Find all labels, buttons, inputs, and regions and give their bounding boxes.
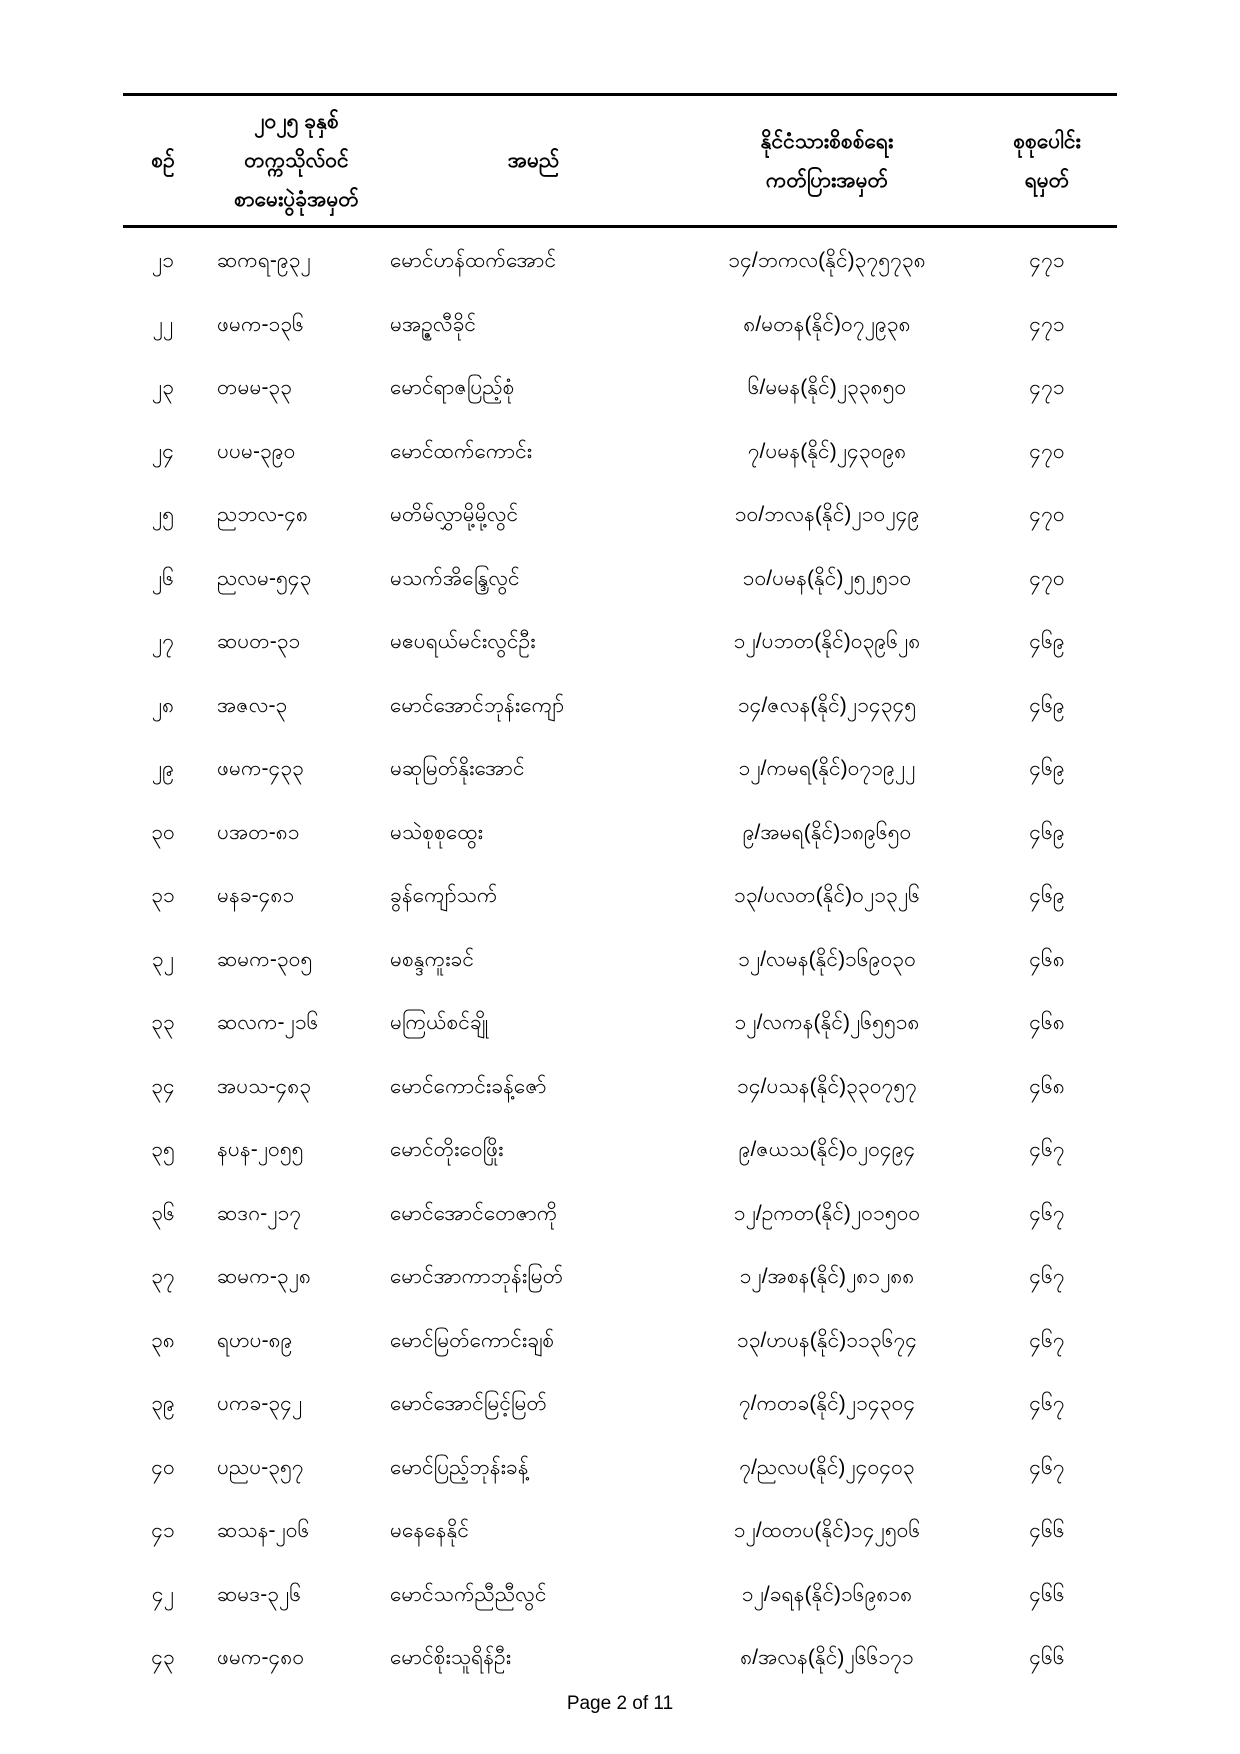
cell-roll: ဆလက-၂၁၆ bbox=[217, 1011, 319, 1034]
cell-name: မောင်ဟန်ထက်အောင် bbox=[390, 249, 557, 272]
cell-serial: ၃၉ bbox=[151, 1392, 175, 1415]
table-row bbox=[123, 801, 1117, 865]
cell-roll: ဆမက-၃၀၅ bbox=[217, 947, 313, 971]
cell-roll: ပအတ-၈၁ bbox=[217, 820, 300, 844]
cell-nrc: ၁၂/ထတပ(နိုင်)၁၄၂၅၀၆ bbox=[733, 1519, 921, 1542]
cell-serial: ၄၀ bbox=[151, 1455, 175, 1479]
cell-serial: ၃၃ bbox=[151, 1011, 175, 1034]
cell-roll: ဆကရ-၉၃၂ bbox=[217, 249, 311, 272]
cell-nrc: ၁၄/ပသန(နိုင်)၃၃၀၇၅၇ bbox=[737, 1074, 917, 1098]
table-row bbox=[123, 737, 1117, 801]
cell-nrc: ၁၂/လမန(နိုင်)၁၆၉၀၃၀ bbox=[738, 947, 916, 971]
cell-serial: ၃၄ bbox=[151, 1074, 175, 1098]
cell-roll: ပကခ-၃၄၂ bbox=[217, 1392, 303, 1415]
cell-roll: အပသ-၄၈၃ bbox=[217, 1074, 312, 1098]
header-nrc-line-1: နိုင်ငံသားစိစစ်ရေး bbox=[760, 129, 894, 153]
table-row bbox=[123, 356, 1117, 420]
cell-score: ၄၆၉ bbox=[1029, 757, 1065, 780]
cell-nrc: ၁၄/ဘကလ(နိုင်)၃၇၅၇၃၈ bbox=[728, 249, 926, 272]
cell-nrc: ၁၂/ကမရ(နိုင်)၀၇၁၉၂၂ bbox=[738, 757, 916, 780]
table-row bbox=[123, 1182, 1117, 1246]
cell-score: ၄၆၉ bbox=[1029, 820, 1065, 844]
cell-serial: ၂၈ bbox=[151, 693, 175, 717]
cell-roll: မနခ-၄၈၁ bbox=[217, 884, 295, 907]
cell-serial: ၄၁ bbox=[151, 1519, 175, 1542]
cell-roll: ပပမ-၃၉၀ bbox=[217, 439, 296, 463]
table-row bbox=[123, 991, 1117, 1055]
cell-name: မအဉ္ဇလီခိုင် bbox=[390, 312, 477, 336]
cell-nrc: ၁၀/ပမန(နိုင်)၂၅၂၅၁၀ bbox=[742, 566, 912, 590]
cell-roll: နပန-၂၀၅၅ bbox=[217, 1138, 304, 1161]
header-serial-label: စဉ် bbox=[151, 149, 175, 172]
cell-nrc: ၁၃/ဟပန(နိုင်)၁၁၃၆၇၄ bbox=[736, 1328, 918, 1352]
table-row bbox=[123, 928, 1117, 992]
header-roll-number bbox=[203, 102, 390, 219]
cell-roll: ရဟပ-၈၉ bbox=[217, 1328, 293, 1352]
cell-name: မစန္ဒကူးခင် bbox=[390, 947, 474, 971]
header-total-marks bbox=[977, 122, 1117, 200]
cell-score: ၄၇၁ bbox=[1029, 376, 1065, 399]
results-table bbox=[123, 93, 1117, 1690]
header-name bbox=[390, 141, 677, 180]
cell-score: ၄၆၇ bbox=[1029, 1201, 1065, 1225]
cell-name: မဧပရယ်မင်းလွင်ဦး bbox=[390, 630, 536, 653]
cell-score: ၄၆၇ bbox=[1029, 1265, 1065, 1288]
cell-serial: ၂၅ bbox=[151, 503, 175, 526]
cell-roll: ဆမဒ-၃၂၆ bbox=[217, 1582, 302, 1606]
cell-serial: ၂၂ bbox=[152, 312, 174, 336]
cell-score: ၄၆၇ bbox=[1029, 1455, 1065, 1479]
table-row bbox=[123, 1436, 1117, 1500]
table-header-row bbox=[123, 93, 1117, 228]
cell-roll: ဆမက-၃၂၈ bbox=[217, 1265, 311, 1288]
cell-name: မောင်အာကာဘုန်းမြတ် bbox=[390, 1265, 564, 1288]
cell-score: ၄၇၁ bbox=[1029, 249, 1065, 272]
cell-nrc: ၁၂/လကန(နိုင်)၂၆၅၅၁၈ bbox=[734, 1011, 920, 1034]
cell-score: ၄၆၉ bbox=[1029, 693, 1065, 717]
cell-nrc: ၁၄/ဇလန(နိုင်)၂၁၄၃၄၅ bbox=[737, 693, 917, 717]
header-total-line-1: စုစုပေါင်း bbox=[1013, 129, 1081, 153]
cell-score: ၄၆၉ bbox=[1029, 884, 1065, 907]
cell-serial: ၄၂ bbox=[151, 1582, 175, 1606]
header-roll-line-3: စာမေးပွဲခုံအမှတ် bbox=[234, 188, 359, 211]
cell-nrc: ၁၀/ဘလန(နိုင်)၂၁၀၂၄၉ bbox=[734, 503, 920, 526]
cell-roll: ပညပ-၃၅၇ bbox=[217, 1455, 304, 1479]
cell-name: မောင်မြတ်ကောင်းချစ် bbox=[390, 1328, 555, 1352]
cell-name: မနေနေနိုင် bbox=[390, 1519, 470, 1542]
cell-nrc: ၆/မမန(နိုင်)၂၃၃၈၅၀ bbox=[747, 376, 907, 399]
header-roll-line-1: ၂၀၂၅ ခုနှစ် bbox=[254, 110, 339, 133]
header-roll-line-2: တက္ကသိုလ်ဝင် bbox=[244, 149, 349, 172]
table-row bbox=[123, 1372, 1117, 1436]
cell-serial: ၂၉ bbox=[151, 757, 175, 780]
cell-nrc: ၁၂/ပဘတ(နိုင်)၀၃၉၆၂၈ bbox=[733, 630, 921, 653]
table-row bbox=[123, 229, 1117, 293]
cell-nrc: ၁၂/ဥကတ(နိုင်)၂၀၁၅၀၀ bbox=[733, 1201, 921, 1225]
cell-serial: ၃၆ bbox=[151, 1201, 175, 1225]
cell-score: ၄၆၇ bbox=[1029, 1138, 1065, 1161]
cell-nrc: ၇/ကတခ(နိုင်)၂၁၄၃၀၄ bbox=[738, 1392, 916, 1415]
cell-nrc: ၇/ညလပ(နိုင်)၂၄၀၄၀၃ bbox=[739, 1455, 915, 1479]
table-row bbox=[123, 1309, 1117, 1373]
cell-score: ၄၆၆ bbox=[1029, 1519, 1065, 1542]
cell-roll: ညဘလ-၄၈ bbox=[217, 503, 309, 526]
cell-serial: ၂၄ bbox=[151, 439, 175, 463]
cell-serial: ၂၁ bbox=[151, 249, 175, 272]
table-row bbox=[123, 1055, 1117, 1119]
table-row bbox=[123, 610, 1117, 674]
table-row bbox=[123, 293, 1117, 357]
cell-roll: ဆသန-၂၀၆ bbox=[217, 1519, 310, 1542]
table-row bbox=[123, 483, 1117, 547]
header-name-label: အမည် bbox=[507, 149, 560, 172]
table-row bbox=[123, 1499, 1117, 1563]
cell-name: မောင်သက်ညီညီလွင် bbox=[390, 1582, 547, 1606]
table-row bbox=[123, 1245, 1117, 1309]
cell-score: ၄၇၀ bbox=[1029, 439, 1065, 463]
cell-name: မောင်ရာဇပြည့်စုံ bbox=[390, 376, 515, 399]
header-serial bbox=[123, 141, 203, 180]
cell-score: ၄၇၁ bbox=[1029, 312, 1065, 336]
cell-score: ၄၇၀ bbox=[1029, 503, 1065, 526]
cell-nrc: ၁၃/ပလတ(နိုင်)၀၂၁၃၂၆ bbox=[734, 884, 920, 907]
cell-nrc: ၉/အမရ(နိုင်)၁၈၉၆၅၀ bbox=[742, 820, 912, 844]
cell-roll: ဖမက-၄၃၃ bbox=[217, 757, 304, 780]
cell-roll: အဇလ-၃ bbox=[217, 693, 288, 717]
cell-serial: ၃၅ bbox=[151, 1138, 175, 1161]
cell-serial: ၂၇ bbox=[151, 630, 175, 653]
cell-name: ခွန်ကျော်သက် bbox=[390, 884, 498, 907]
table-row bbox=[123, 1118, 1117, 1182]
table-row bbox=[123, 547, 1117, 611]
cell-score: ၄၆၈ bbox=[1029, 1074, 1065, 1098]
cell-score: ၄၆၆ bbox=[1029, 1582, 1065, 1606]
cell-serial: ၄၃ bbox=[151, 1646, 175, 1669]
header-nrc-line-2: ကတ်ပြားအမှတ် bbox=[765, 168, 889, 192]
cell-nrc: ၁၂/အစန(နိုင်)၂၈၁၂၈၈ bbox=[739, 1265, 915, 1288]
cell-roll: ညလမ-၅၄၃ bbox=[217, 566, 312, 590]
table-row bbox=[123, 674, 1117, 738]
cell-roll: ဆဒဂ-၂၁၇ bbox=[217, 1201, 302, 1225]
cell-serial: ၃၁ bbox=[151, 884, 175, 907]
cell-roll: ဆပတ-၃၁ bbox=[217, 630, 301, 653]
cell-roll: တမမ-၃၃ bbox=[217, 376, 293, 399]
cell-score: ၄၆၇ bbox=[1029, 1392, 1065, 1415]
page-number-footer: Page 2 of 11 bbox=[566, 1693, 674, 1714]
cell-nrc: ၈/အလန(နိုင်)၂၆၆၁၇၁ bbox=[740, 1646, 914, 1669]
cell-name: မတိမ်လွှာမို့မို့လွင် bbox=[390, 503, 519, 526]
cell-nrc: ၉/ဇယသ(နိုင်)၀၂၀၄၉၄ bbox=[738, 1138, 916, 1161]
table-body bbox=[123, 228, 1117, 1690]
header-nrc bbox=[677, 122, 977, 200]
cell-score: ၄၆၈ bbox=[1029, 947, 1065, 971]
cell-roll: ဖမက-၁၃၆ bbox=[217, 312, 304, 336]
table-row bbox=[123, 420, 1117, 484]
table-row bbox=[123, 1563, 1117, 1627]
cell-score: ၄၆၈ bbox=[1029, 1011, 1065, 1034]
cell-serial: ၂၆ bbox=[151, 566, 175, 590]
table-row bbox=[123, 864, 1117, 928]
cell-nrc: ၁၂/ခရန(နိုင်)၁၆၉၈၁၈ bbox=[741, 1582, 913, 1606]
cell-name: မောင်အောင်တေဇာကို bbox=[390, 1201, 558, 1225]
cell-name: မောင်အောင်မြင့်မြတ် bbox=[390, 1392, 547, 1415]
cell-name: မောင်အောင်ဘုန်းကျော် bbox=[390, 693, 565, 717]
cell-serial: ၂၃ bbox=[151, 376, 175, 399]
cell-serial: ၃၀ bbox=[151, 820, 175, 844]
table-row bbox=[123, 1626, 1117, 1690]
cell-name: မသဲစုစုထွေး bbox=[390, 820, 483, 844]
cell-serial: ၃၂ bbox=[151, 947, 175, 971]
cell-score: ၄၆၉ bbox=[1029, 630, 1065, 653]
cell-name: မောင်တိုးဝေဖြိုး bbox=[390, 1138, 504, 1161]
cell-score: ၄၆၆ bbox=[1029, 1646, 1065, 1669]
cell-name: မကြယ်စင်ချို bbox=[390, 1011, 489, 1034]
cell-nrc: ၇/ပမန(နိုင်)၂၄၃၀၉၈ bbox=[747, 439, 907, 463]
cell-name: မောင်စိုးသူရိန်ဦး bbox=[390, 1646, 512, 1669]
cell-score: ၄၇၀ bbox=[1029, 566, 1065, 590]
cell-serial: ၃၈ bbox=[151, 1328, 175, 1352]
cell-name: မောင်ကောင်းခန့်ဇော် bbox=[390, 1074, 547, 1098]
cell-name: မောင်ထက်ကောင်း bbox=[390, 439, 533, 463]
header-total-line-2: ရမှတ် bbox=[1024, 168, 1070, 192]
cell-nrc: ၈/မတန(နိုင်)၀၇၂၉၃၈ bbox=[743, 312, 911, 336]
cell-name: မောင်ပြည့်ဘုန်းခန့် bbox=[390, 1455, 529, 1479]
cell-serial: ၃၇ bbox=[151, 1265, 175, 1288]
cell-name: မသက်အိန္ဒြေလွင် bbox=[390, 566, 520, 590]
cell-score: ၄၆၇ bbox=[1029, 1328, 1065, 1352]
cell-roll: ဖမက-၄၈၀ bbox=[217, 1646, 305, 1669]
cell-name: မဆုမြတ်နိုးအောင် bbox=[390, 757, 525, 780]
